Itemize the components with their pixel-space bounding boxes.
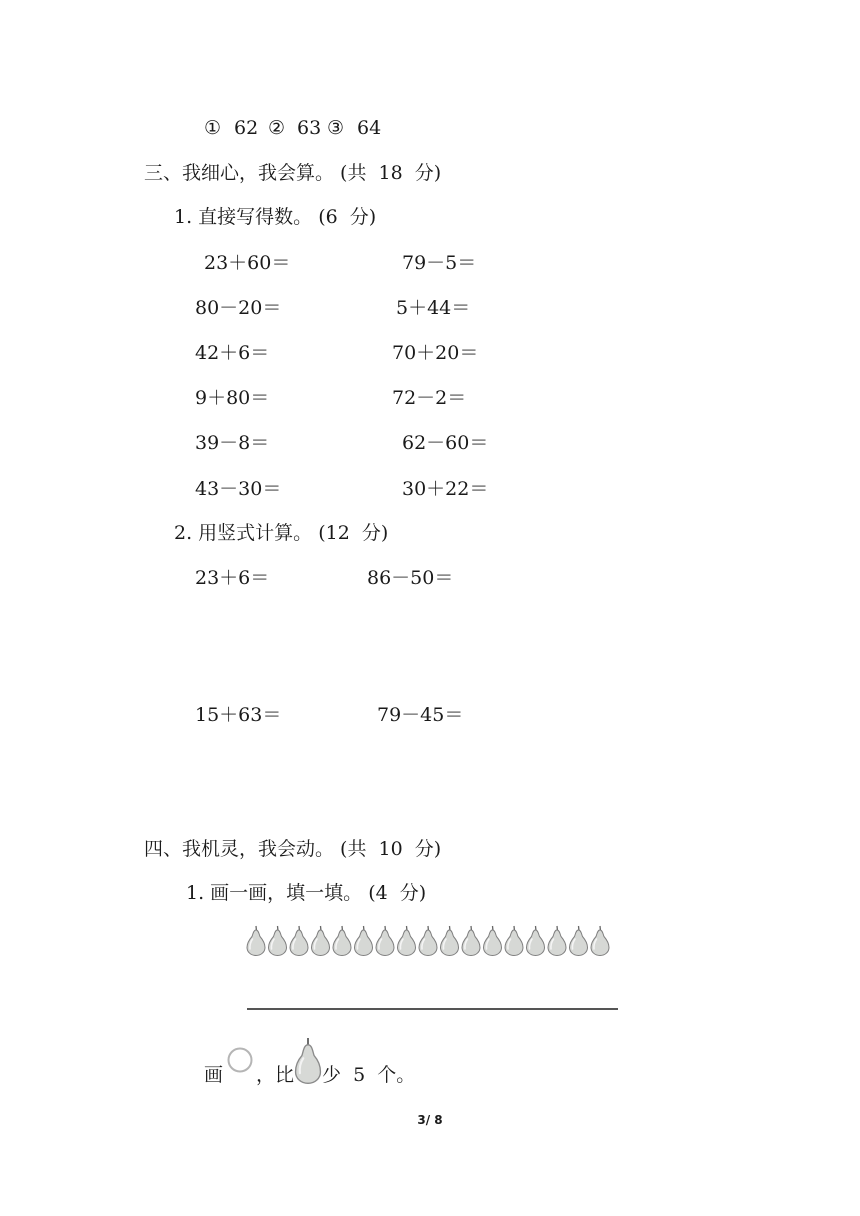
pear-icon <box>505 926 523 956</box>
oral-calc-right: 5＋44＝ <box>396 297 471 319</box>
pear-icon <box>398 926 416 956</box>
pear-row <box>240 922 620 964</box>
oral-calc-right: 62－60＝ <box>402 432 489 454</box>
vertical-calc-item: 79－45＝ <box>377 704 464 726</box>
pear-icon <box>294 1038 322 1084</box>
section-3-heading: 三、我细心，我会算。 (共 18 分) <box>144 162 442 184</box>
pear-icon <box>247 926 265 956</box>
instruction-text-draw: 画 <box>204 1064 224 1086</box>
choice-value-1: 62 <box>234 117 259 139</box>
question-4-1-heading: 1. 画一画，填一填。 (4 分) <box>186 882 427 904</box>
pear-icon <box>355 926 373 956</box>
choice-marker-2: ② <box>268 117 286 139</box>
pear-icon <box>527 926 545 956</box>
choice-marker-1: ① <box>204 117 222 139</box>
section-4-heading: 四、我机灵，我会动。 (共 10 分) <box>144 838 442 860</box>
pear-icon <box>548 926 566 956</box>
oral-calc-left: 42＋6＝ <box>195 342 270 364</box>
vertical-calc-item: 15＋63＝ <box>195 704 282 726</box>
oral-calc-right: 72－2＝ <box>392 387 467 409</box>
pear-icon <box>441 926 459 956</box>
vertical-calc-item: 23＋6＝ <box>195 567 270 589</box>
page-number: 3/ 8 <box>417 1113 443 1127</box>
pear-icon <box>290 926 308 956</box>
oral-calc-right: 79－5＝ <box>402 252 477 274</box>
pear-icon <box>333 926 351 956</box>
pear-icon <box>484 926 502 956</box>
question-1-heading: 1. 直接写得数。 (6 分) <box>174 206 377 228</box>
pear-icon <box>269 926 287 956</box>
oral-calc-left: 80－20＝ <box>195 297 282 319</box>
oral-calc-right: 70＋20＝ <box>392 342 479 364</box>
oral-calc-left: 23＋60＝ <box>204 252 291 274</box>
pear-icon <box>376 926 394 956</box>
answer-line <box>247 1008 618 1010</box>
oral-calc-right: 30＋22＝ <box>402 478 489 500</box>
pear-icon <box>419 926 437 956</box>
pear-icon <box>570 926 588 956</box>
instruction-text-fewer: 少 5 个。 <box>322 1064 416 1086</box>
oral-calc-left: 43－30＝ <box>195 478 282 500</box>
question-2-heading: 2. 用竖式计算。 (12 分) <box>174 522 389 544</box>
instruction-text-compare: ，比 <box>256 1064 295 1086</box>
oral-calc-left: 9＋80＝ <box>195 387 270 409</box>
pear-icon <box>591 926 609 956</box>
choice-marker-3: ③ <box>327 117 345 139</box>
pear-icon <box>462 926 480 956</box>
choice-value-3: 64 <box>357 117 382 139</box>
circle-icon <box>226 1046 254 1074</box>
choice-value-2: 63 <box>297 117 322 139</box>
vertical-calc-item: 86－50＝ <box>367 567 454 589</box>
oral-calc-left: 39－8＝ <box>195 432 270 454</box>
pear-icon <box>312 926 330 956</box>
